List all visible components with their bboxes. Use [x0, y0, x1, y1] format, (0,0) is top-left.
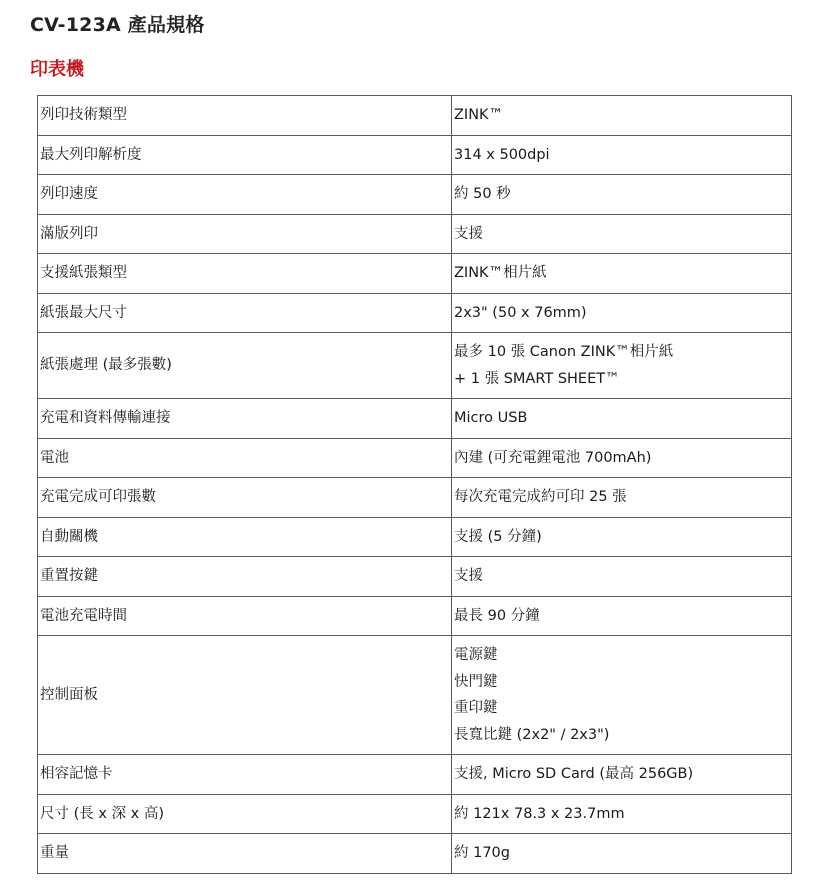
- spec-value-line: + 1 張 SMART SHEET™: [454, 370, 620, 387]
- spec-value-line: 支援: [454, 225, 483, 242]
- spec-value-line: 快門鍵: [454, 673, 498, 690]
- table-row: [38, 254, 792, 294]
- table-row: [38, 517, 792, 557]
- spec-value-line: 最多 10 張 Canon ZINK™相片紙: [454, 344, 674, 360]
- spec-value: [452, 517, 792, 557]
- spec-value-line: 內建 (可充電鋰電池 700mAh): [454, 449, 652, 466]
- spec-value-line: 支援: [454, 568, 483, 584]
- spec-value-line: 約 170g: [454, 845, 510, 861]
- spec-value-line: 約 121x 78.3 x 23.7mm: [454, 805, 625, 822]
- spec-value-line: 最長 90 分鐘: [454, 607, 540, 624]
- spec-label: 最大列印解析度: [38, 135, 452, 175]
- page-title: CV-123A 產品規格: [30, 14, 205, 36]
- spec-label: 電池: [38, 438, 452, 478]
- spec-value: [452, 794, 792, 834]
- spec-label: 紙張處理 (最多張數): [38, 333, 452, 399]
- spec-value: [452, 478, 792, 518]
- spec-table: [37, 95, 792, 874]
- spec-value-line: 支援, Micro SD Card (最高 256GB): [454, 766, 694, 782]
- table-row: [38, 636, 792, 755]
- spec-label: 滿版列印: [38, 214, 452, 254]
- spec-label: 相容記憶卡: [38, 755, 452, 795]
- spec-value-line: ZINK™: [454, 107, 504, 123]
- spec-value: [452, 438, 792, 478]
- spec-value-line: ZINK™相片紙: [454, 265, 547, 281]
- spec-value-line: 長寬比鍵 (2x2" / 2x3"): [454, 726, 610, 743]
- spec-label: 控制面板: [38, 636, 452, 755]
- spec-label: 自動關機: [38, 517, 452, 557]
- spec-label: 紙張最大尺寸: [38, 293, 452, 333]
- spec-value-line: 314 x 500dpi: [454, 146, 550, 163]
- spec-value: [452, 834, 792, 874]
- table-row: [38, 794, 792, 834]
- spec-value: [452, 755, 792, 795]
- spec-value: [452, 399, 792, 439]
- table-row: [38, 214, 792, 254]
- table-row: [38, 755, 792, 795]
- spec-value-line: Micro USB: [454, 410, 528, 426]
- spec-value: [452, 636, 792, 755]
- spec-value: [452, 254, 792, 294]
- table-row: [38, 333, 792, 399]
- spec-value: [452, 557, 792, 597]
- spec-value: [452, 175, 792, 215]
- spec-value: [452, 135, 792, 175]
- spec-value: [452, 333, 792, 399]
- spec-label: 充電和資料傳輸連接: [38, 399, 452, 439]
- table-row: [38, 596, 792, 636]
- spec-value-line: 約 50 秒: [454, 186, 511, 202]
- table-row: [38, 438, 792, 478]
- spec-label: 列印速度: [38, 175, 452, 215]
- table-row: [38, 135, 792, 175]
- table-row: [38, 399, 792, 439]
- spec-value: [452, 293, 792, 333]
- spec-value: [452, 96, 792, 136]
- table-row: [38, 478, 792, 518]
- table-row: [38, 293, 792, 333]
- spec-value-line: 每次充電完成約可印 25 張: [454, 489, 627, 505]
- section-title: 印表機: [30, 59, 84, 80]
- spec-label: 列印技術類型: [38, 96, 452, 136]
- spec-label: 重量: [38, 834, 452, 874]
- spec-label: 充電完成可印張數: [38, 478, 452, 518]
- table-row: [38, 557, 792, 597]
- spec-label: 電池充電時間: [38, 596, 452, 636]
- spec-label: 重置按鍵: [38, 557, 452, 597]
- spec-value: [452, 596, 792, 636]
- spec-label: 尺寸 (長 x 深 x 高): [38, 794, 452, 834]
- spec-value: [452, 214, 792, 254]
- table-row: [38, 96, 792, 136]
- table-row: [38, 834, 792, 874]
- table-row: [38, 175, 792, 215]
- spec-label: 支援紙張類型: [38, 254, 452, 294]
- spec-value-line: 電源鍵: [454, 647, 498, 663]
- spec-value-line: 支援 (5 分鐘): [454, 528, 542, 545]
- spec-value-line: 2x3" (50 x 76mm): [454, 304, 587, 321]
- spec-value-line: 重印鍵: [454, 700, 498, 716]
